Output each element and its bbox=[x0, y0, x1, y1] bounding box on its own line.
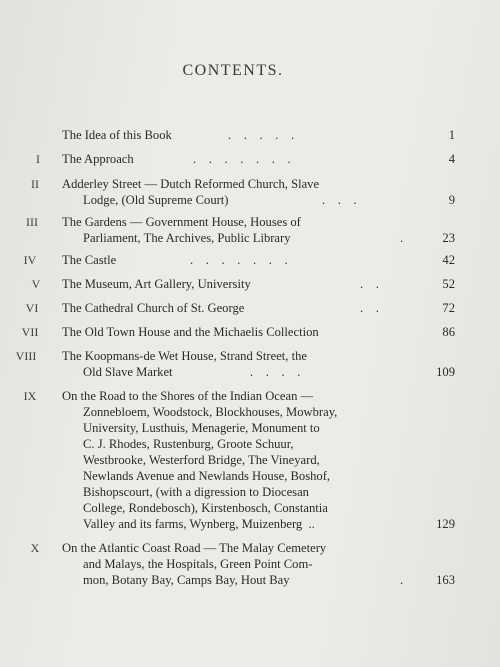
page-number: 129 bbox=[436, 517, 455, 531]
chapter-number: VII bbox=[21, 325, 39, 339]
page-number: 163 bbox=[436, 573, 455, 587]
leader-dots: . . bbox=[360, 301, 379, 315]
entry-title-line: Newlands Avenue and Newlands House, Boshof, bbox=[83, 469, 331, 483]
leader-dots: . . . bbox=[322, 193, 357, 207]
leader-dots: . . . . . . . bbox=[190, 253, 288, 267]
chapter-number: V bbox=[31, 277, 41, 291]
page-number: 1 bbox=[448, 128, 455, 142]
entry-title-line: and Malays, the Hospitals, Green Point Com- bbox=[83, 557, 313, 571]
page-number: 9 bbox=[448, 193, 455, 207]
leader-dots: . . . . . . . bbox=[193, 152, 291, 166]
page-number: 109 bbox=[436, 365, 455, 379]
chapter-number: IX bbox=[23, 389, 37, 403]
leader-dots: . bbox=[400, 231, 404, 245]
entry-title-line: Westbrooke, Westerford Bridge, The Vineyard, bbox=[83, 453, 320, 467]
leader-dots: . . . . bbox=[250, 365, 301, 379]
entry-title-line: Lodge, (Old Supreme Court) bbox=[83, 193, 229, 207]
page-number: 86 bbox=[442, 325, 455, 339]
entry-title-line: C. J. Rhodes, Rustenburg, Groote Schuur, bbox=[83, 437, 294, 451]
entry-title-line: College, Rondebosch), Kirstenbosch, Constantia bbox=[83, 501, 328, 515]
entry-title-line: Parliament, The Archives, Public Library bbox=[83, 231, 291, 245]
entry-title-line: On the Road to the Shores of the Indian Ocean — bbox=[62, 389, 314, 403]
entry-title-line: The Gardens — Government House, Houses of bbox=[62, 215, 301, 229]
entry-title-line: Zonnebloem, Woodstock, Blockhouses, Mowbray, bbox=[83, 405, 338, 419]
chapter-number: X bbox=[30, 541, 40, 555]
entry-title: The Approach bbox=[62, 152, 134, 166]
leader-dots: . . . . . bbox=[228, 128, 295, 142]
page-number: 52 bbox=[442, 277, 455, 291]
entry-title-line: The Koopmans-de Wet House, Strand Street, the bbox=[62, 349, 307, 363]
entry-title-line: mon, Botany Bay, Camps Bay, Hout Bay bbox=[83, 573, 290, 587]
page-number: 23 bbox=[442, 231, 455, 245]
chapter-number: IV bbox=[23, 253, 37, 267]
entry-title: The Cathedral Church of St. George bbox=[62, 301, 245, 315]
entry-title: The Idea of this Book bbox=[62, 128, 172, 142]
page-number: 4 bbox=[448, 152, 455, 166]
entry-title-line: University, Lusthuis, Menagerie, Monument to bbox=[83, 421, 320, 435]
chapter-number: VI bbox=[25, 301, 39, 315]
entry-title-line: Adderley Street — Dutch Reformed Church, Slave bbox=[62, 177, 320, 191]
chapter-number: VIII bbox=[15, 349, 37, 363]
leader-dots: . bbox=[400, 573, 404, 587]
entry-title: The Castle bbox=[62, 253, 117, 267]
leader-dots: . . bbox=[360, 277, 379, 291]
chapter-number: II bbox=[31, 177, 39, 191]
page-number: 72 bbox=[442, 301, 455, 315]
entry-title: The Museum, Art Gallery, University bbox=[62, 277, 251, 291]
entry-title-line: Bishopscourt, (with a digression to Diocesan bbox=[83, 485, 309, 499]
entry-title-line: Valley and its farms, Wynberg, Muizenberg .. bbox=[83, 517, 315, 531]
entry-title-line: On the Atlantic Coast Road — The Malay Cemetery bbox=[62, 541, 327, 555]
chapter-number: III bbox=[26, 215, 38, 229]
entry-title-line: Old Slave Market bbox=[83, 365, 173, 379]
page-number: 42 bbox=[442, 253, 455, 267]
entry-title: The Old Town House and the Michaelis Collection bbox=[62, 325, 319, 339]
chapter-number: I bbox=[36, 152, 40, 166]
page-title: CONTENTS. bbox=[182, 62, 284, 79]
